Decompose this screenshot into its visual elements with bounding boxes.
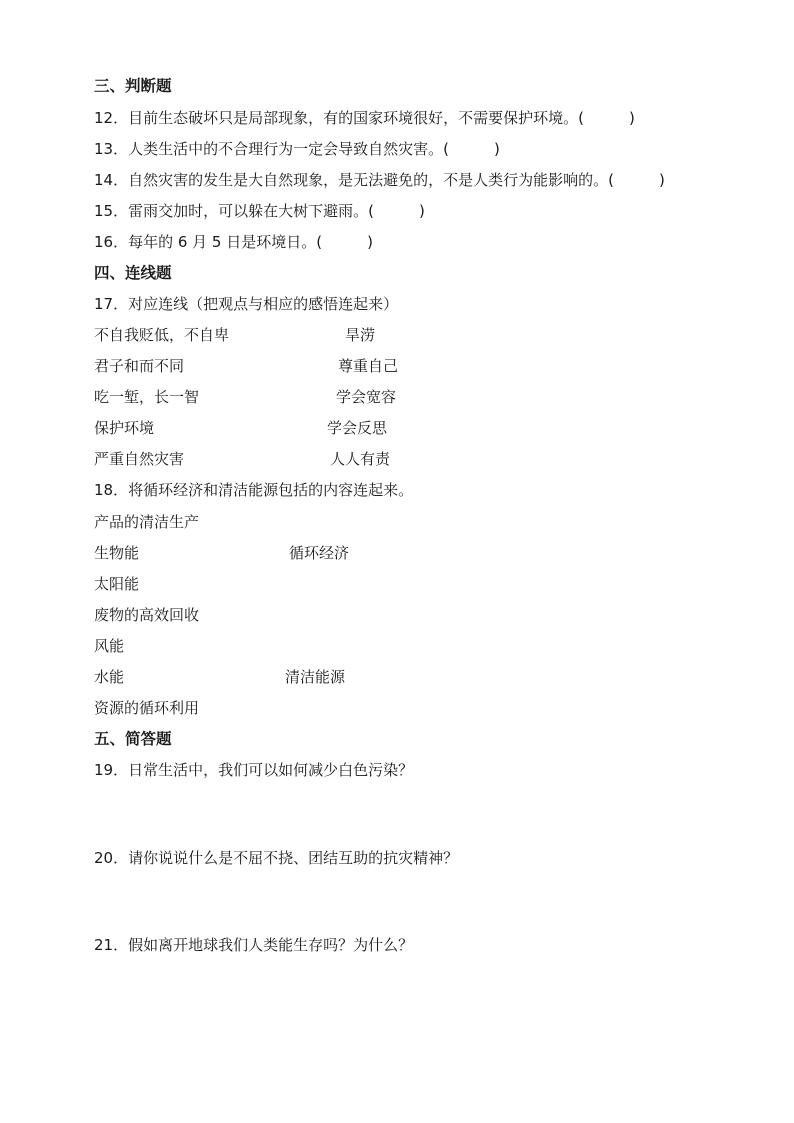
q18-left-item: 产品的清洁生产 xyxy=(94,513,200,531)
q17-left-item: 君子和而不同 xyxy=(94,357,185,375)
short-item-19: 19．日常生活中，我们可以如何减少白色污染？ xyxy=(94,761,414,779)
q18-left-item: 太阳能 xyxy=(94,575,140,593)
q17-left-item: 保护环境 xyxy=(94,419,155,437)
q17-right-item: 学会宽容 xyxy=(336,388,397,406)
q17-right-item: 尊重自己 xyxy=(338,357,399,375)
section-heading-match: 四、连线题 xyxy=(94,264,172,282)
q17-right-item: 学会反思 xyxy=(327,419,388,437)
q17-right-item: 旱涝 xyxy=(345,326,376,344)
q17-prompt: 17．对应连线（把观点与相应的感悟连起来） xyxy=(94,295,399,313)
q17-left-item: 不自我贬低，不自卑 xyxy=(94,326,230,344)
q18-prompt: 18．将循环经济和清洁能源包括的内容连起来。 xyxy=(94,481,414,499)
q18-left-item: 风能 xyxy=(94,637,125,655)
judge-item-16: 16．每年的 6 月 5 日是环境日。( ) xyxy=(94,233,373,251)
q18-right-circular-economy: 循环经济 xyxy=(289,544,350,562)
q17-left-item: 严重自然灾害 xyxy=(94,450,185,468)
q18-left-item: 生物能 xyxy=(94,544,140,562)
judge-item-14: 14．自然灾害的发生是大自然现象，是无法避免的，不是人类行为能影响的。( ) xyxy=(94,171,665,189)
q18-right-clean-energy: 清洁能源 xyxy=(285,668,346,686)
q18-left-item: 资源的循环利用 xyxy=(94,699,200,717)
short-item-20: 20．请你说说什么是不屈不挠、团结互助的抗灾精神？ xyxy=(94,849,459,867)
judge-item-15: 15．雷雨交加时，可以躲在大树下避雨。( ) xyxy=(94,202,425,220)
judge-item-13: 13．人类生活中的不合理行为一定会导致自然灾害。( ) xyxy=(94,140,500,158)
short-item-21: 21．假如离开地球我们人类能生存吗？为什么？ xyxy=(94,936,414,954)
section-heading-short: 五、简答题 xyxy=(94,730,172,748)
q17-right-item: 人人有责 xyxy=(330,450,391,468)
section-heading-judge: 三、判断题 xyxy=(94,77,172,95)
q17-left-item: 吃一堑，长一智 xyxy=(94,388,200,406)
q18-left-item: 水能 xyxy=(94,668,125,686)
judge-item-12: 12．目前生态破坏只是局部现象，有的国家环境很好，不需要保护环境。( ) xyxy=(94,109,635,127)
q18-left-item: 废物的高效回收 xyxy=(94,606,200,624)
